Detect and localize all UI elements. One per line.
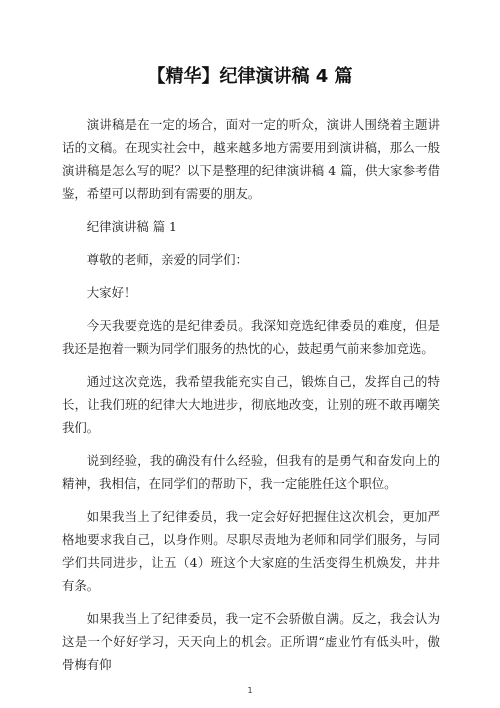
body-paragraph: 通过这次竞选，我希望我能充实自己，锻炼自己，发挥自己的特长，让我们班的纪律大大地进步，彻底地改变，让别的班不敢再嘲笑我们。 — [62, 374, 440, 435]
salutation: 尊敬的老师，亲爱的同学们： — [86, 252, 248, 267]
section-heading: 纪律演讲稿 篇 1 — [86, 219, 177, 234]
body-paragraph: 今天我要竞选的是纪律委员。我深知竞选纪律委员的难度，但是我还是抱着一颗为同学们服务的热忱的心，鼓起勇气前来参加竞选。 — [62, 318, 440, 356]
body-paragraph: 如果我当上了纪律委员，我一定不会骄傲自满。反之，我会认为这是一个好好学习，天天向上的机会。正所谓“虚业竹有低头叶，傲骨梅有仰 — [62, 611, 440, 672]
page-number: 1 — [247, 686, 253, 695]
document-title: 【精华】纪律演讲稿 4 篇 — [147, 66, 353, 87]
body-paragraph: 说到经验，我的确没有什么经验，但我有的是勇气和奋发向上的精神，我相信，在同学们的帮助下，我一定能胜任这个职位。 — [62, 453, 440, 491]
intro-paragraph: 演讲稿是在一定的场合，面对一定的听众，演讲人围绕着主题讲话的文稿。在现实社会中，越来越多地方需要用到演讲稿，那么一般演讲稿是怎么写的呢？以下是整理的纪律演讲稿 4 篇，供大家参考借鉴，希望可以帮助到有需要的朋友。 — [62, 117, 440, 201]
body-paragraph: 如果我当上了纪律委员，我一定会好好把握住这次机会，更加严格地要求我自己，以身作则。尽职尽责地为老师和同学们服务，与同学们共同进步，让五（4）班这个大家庭的生活变得生机焕发，井井有条。 — [62, 509, 440, 593]
greeting: 大家好！ — [86, 285, 137, 300]
document-body — [62, 113, 440, 686]
